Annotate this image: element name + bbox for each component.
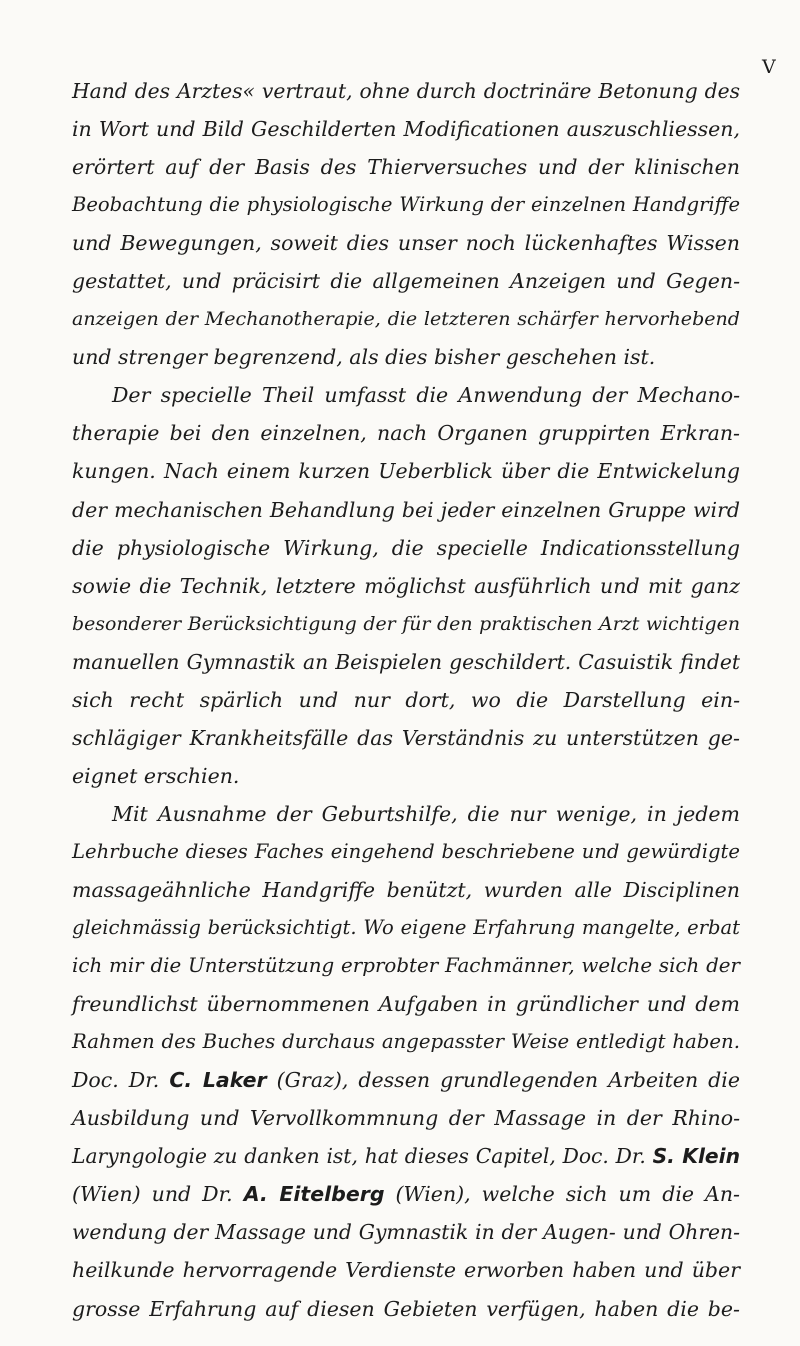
- paragraph-start-line: Der specielle Theil umfasst die Anwendung der Mechano-: [112, 383, 740, 408]
- text-line: kungen. Nach einem kurzen Ueberblick über die Entwickelung: [72, 459, 740, 484]
- text-line: schlägiger Krankheitsfälle das Verständnis zu unterstützen ge-: [72, 725, 740, 750]
- text-line: erörtert auf der Basis des Thierversuches und der klinischen: [72, 155, 740, 180]
- page-number: V: [762, 56, 776, 78]
- text-line: grosse Erfahrung auf diesen Gebieten verfügen, haben die be-: [72, 1296, 740, 1321]
- text-line: ich mir die Unterstützung erprobter Fachmänner, welche sich der: [72, 954, 740, 978]
- text-line: Beobachtung die physiologische Wirkung der einzelnen Handgriffe: [72, 193, 740, 217]
- text-line: gleichmässig berücksichtigt. Wo eigene Erfahrung mangelte, erbat: [72, 916, 740, 940]
- text-line: gestattet, und präcisirt die allgemeinen Anzeigen und Gegen-: [72, 269, 740, 294]
- body-text: [72, 72, 740, 1328]
- text-line: manuellen Gymnastik an Beispielen geschildert. Casuistik findet: [72, 649, 740, 674]
- text-line: der mechanischen Behandlung bei jeder einzelnen Gruppe wird: [72, 497, 740, 522]
- text-run: (Wien) und Dr.: [72, 1182, 244, 1207]
- text-line: in Wort und Bild Geschilderten Modificationen auszuschliessen,: [72, 117, 740, 142]
- text-line: [72, 1061, 740, 1099]
- text-run: (Graz), dessen grundlegenden Arbeiten die: [266, 1068, 740, 1093]
- text-line: wendung der Massage und Gymnastik in der Augen- und Ohren-: [72, 1220, 740, 1245]
- paragraph-start-line: Mit Ausnahme der Geburtshilfe, die nur wenige, in jedem: [112, 801, 740, 826]
- text-line: massageähnliche Handgriffe benützt, wurden alle Disciplinen: [72, 877, 740, 902]
- text-line: freundlichst übernommenen Aufgaben in gründlicher und dem: [72, 992, 740, 1017]
- text-line: besonderer Berücksichtigung der für den praktischen Arzt wichtigen: [72, 612, 740, 635]
- text-line: und strenger begrenzend, als dies bisher geschehen ist.: [72, 345, 656, 370]
- text-line: und Bewegungen, soweit dies unser noch lückenhaftes Wissen: [72, 231, 740, 256]
- text-run: (Wien), welche sich um die An-: [384, 1182, 740, 1207]
- text-line: Rahmen des Buches durchaus angepasster Weise entledigt haben.: [72, 1030, 740, 1054]
- author-name: A. Eitelberg: [243, 1182, 385, 1207]
- text-line: [72, 1137, 740, 1175]
- text-line: heilkunde hervorragende Verdienste erworben haben und über: [72, 1258, 740, 1283]
- text-run: Laryngologie zu danken ist, hat dieses Capitel, Doc. Dr.: [72, 1144, 653, 1169]
- text-line: Ausbildung und Vervollkommnung der Massage in der Rhino-: [72, 1106, 740, 1131]
- author-name: S. Klein: [652, 1144, 741, 1169]
- text-line: Lehrbuche dieses Faches eingehend beschriebene und gewürdigte: [72, 839, 740, 863]
- text-run: Doc. Dr.: [72, 1068, 170, 1093]
- text-line: [72, 1175, 740, 1213]
- text-line: sich recht spärlich und nur dort, wo die Darstellung ein-: [72, 687, 740, 712]
- text-line: sowie die Technik, letztere möglichst ausführlich und mit ganz: [72, 573, 740, 598]
- text-line: die physiologische Wirkung, die specielle Indicationsstellung: [72, 535, 740, 560]
- text-line: therapie bei den einzelnen, nach Organen gruppirten Erkran-: [72, 421, 740, 446]
- text-line: eignet erschien.: [72, 763, 240, 788]
- author-name: C. Laker: [169, 1068, 267, 1093]
- text-line: Hand des Arztes« vertraut, ohne durch doctrinäre Betonung des: [72, 79, 740, 103]
- text-line: anzeigen der Mechanotherapie, die letzteren schärfer hervorhebend: [72, 308, 740, 331]
